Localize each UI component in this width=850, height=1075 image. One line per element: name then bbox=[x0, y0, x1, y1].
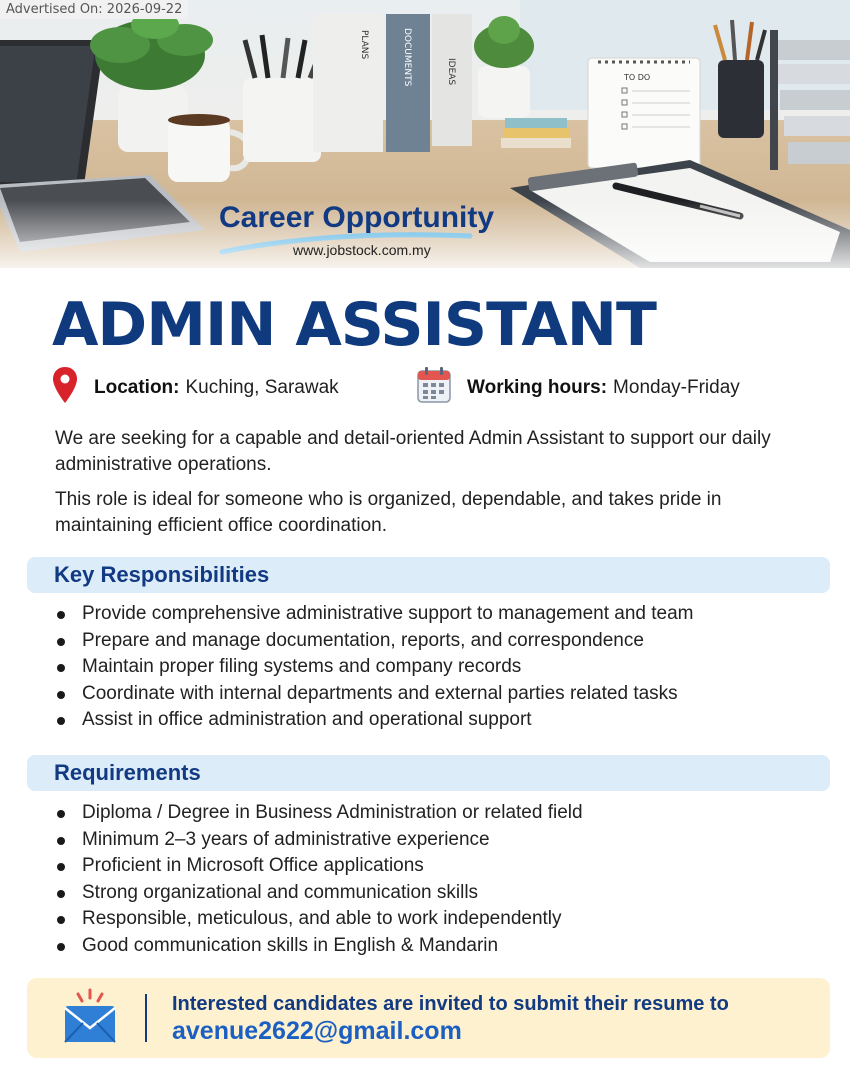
list-item bbox=[56, 827, 583, 854]
hero-banner bbox=[0, 0, 850, 268]
divider bbox=[145, 994, 147, 1042]
list-item bbox=[56, 601, 694, 628]
binders-illustration bbox=[313, 14, 472, 152]
bullet-icon bbox=[57, 863, 65, 871]
responsibilities-header bbox=[27, 557, 830, 593]
requirement-text: Good communication skills in English & Mandarin bbox=[82, 934, 499, 956]
calendar-icon bbox=[417, 367, 451, 409]
bullet-icon bbox=[57, 717, 65, 725]
banner-url: www.jobstock.com.my bbox=[293, 242, 431, 258]
responsibilities-list bbox=[56, 601, 694, 734]
responsibility-text: Provide comprehensive administrative support to management and team bbox=[82, 603, 694, 624]
responsibility-text: Prepare and manage documentation, reports, and correspondence bbox=[82, 629, 644, 651]
svg-text:IDEAS: IDEAS bbox=[446, 58, 456, 86]
banner-title: Career Opportunity bbox=[219, 201, 495, 234]
location-row bbox=[52, 368, 339, 408]
envelope-icon bbox=[63, 988, 117, 1049]
bullet-icon bbox=[57, 664, 65, 672]
responsibilities-heading: Key Responsibilities bbox=[54, 562, 270, 587]
requirement-text: Proficient in Microsoft Office applications bbox=[82, 855, 424, 877]
responsibility-text: Maintain proper filing systems and company records bbox=[82, 656, 522, 678]
list-item bbox=[56, 800, 583, 827]
responsibility-text: Assist in office administration and operational support bbox=[82, 709, 532, 731]
svg-text:PLANS: PLANS bbox=[359, 30, 369, 60]
location-value: Kuching, Sarawak bbox=[185, 377, 339, 398]
requirement-text: Strong organizational and communication skills bbox=[82, 881, 479, 903]
requirements-list bbox=[56, 800, 583, 960]
requirement-text: Minimum 2–3 years of administrative experience bbox=[82, 828, 490, 850]
apply-instructions: Interested candidates are invited to submit their resume to bbox=[172, 993, 729, 1015]
apply-email-link[interactable]: avenue2622@gmail.com bbox=[172, 1017, 462, 1045]
svg-text:DOCUMENTS: DOCUMENTS bbox=[402, 28, 412, 87]
small-plant-illustration bbox=[474, 16, 534, 118]
map-pin-icon bbox=[52, 366, 78, 410]
hours-label: Working hours: bbox=[467, 377, 608, 398]
requirement-text: Diploma / Degree in Business Administration or related field bbox=[82, 802, 583, 823]
bullet-icon bbox=[57, 943, 65, 951]
list-item bbox=[56, 681, 694, 708]
office-desk-illustration bbox=[0, 0, 850, 268]
hours-value: Monday-Friday bbox=[613, 377, 740, 398]
bullet-icon bbox=[57, 638, 65, 646]
bullet-icon bbox=[57, 691, 65, 699]
bullet-icon bbox=[57, 611, 65, 619]
requirement-text: Responsible, meticulous, and able to work independently bbox=[82, 908, 562, 930]
svg-text:TO DO: TO DO bbox=[624, 73, 651, 82]
list-item bbox=[56, 880, 583, 907]
intro-paragraph-2: This role is ideal for someone who is organized, dependable, and takes pride in maintaining efficient office coordination. bbox=[55, 489, 722, 536]
list-item bbox=[56, 628, 694, 655]
advertised-date: Advertised On: 2026-09-22 bbox=[0, 0, 188, 19]
list-item bbox=[56, 933, 583, 960]
location-label: Location: bbox=[94, 377, 180, 398]
intro-paragraph-1: We are seeking for a capable and detail-oriented Admin Assistant to support our daily administrative operations. bbox=[55, 428, 771, 475]
bullet-icon bbox=[57, 916, 65, 924]
bullet-icon bbox=[57, 890, 65, 898]
list-item bbox=[56, 906, 583, 933]
hours-row bbox=[417, 368, 740, 408]
requirements-heading: Requirements bbox=[54, 760, 201, 785]
requirements-header bbox=[27, 755, 830, 791]
bullet-icon bbox=[57, 837, 65, 845]
todo-notepad-illustration bbox=[588, 58, 700, 168]
list-item bbox=[56, 853, 583, 880]
job-title: ADMIN ASSISTANT bbox=[52, 290, 656, 360]
bullet-icon bbox=[57, 810, 65, 818]
list-item bbox=[56, 707, 694, 734]
responsibility-text: Coordinate with internal departments and external parties related tasks bbox=[82, 682, 678, 704]
apply-box bbox=[27, 978, 830, 1058]
list-item bbox=[56, 654, 694, 681]
